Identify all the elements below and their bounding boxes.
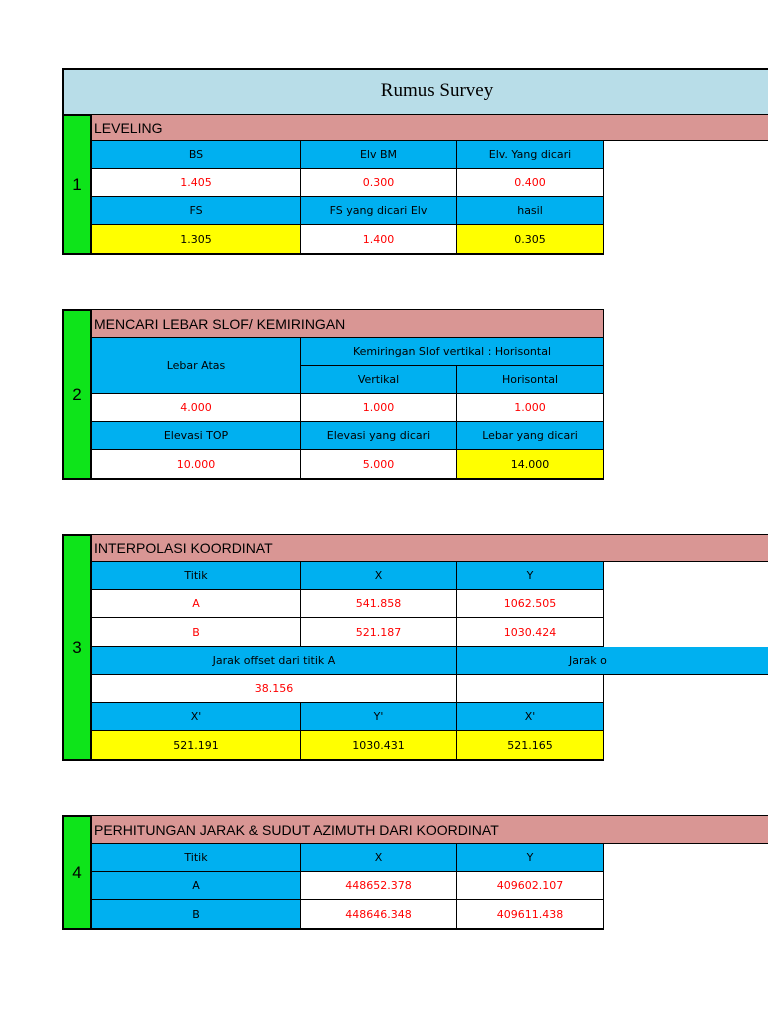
col-elv-dicari: Elv. Yang dicari	[457, 141, 604, 169]
value-lebar-atas[interactable]: 4.000	[92, 394, 301, 422]
titik-a-4: A	[92, 872, 301, 900]
section-title-interpolasi: INTERPOLASI KOORDINAT	[92, 534, 768, 562]
col-lebar-dicari: Lebar yang dicari	[457, 422, 604, 450]
value-horisontal[interactable]: 1.000	[457, 394, 604, 422]
section-number-2: 2	[62, 309, 92, 480]
col-lebar-atas: Lebar Atas	[92, 338, 301, 394]
page-title: Rumus Survey	[380, 80, 494, 101]
col-jarak-offset-b-label: Jarak o	[569, 654, 607, 667]
col-kemiringan: Kemiringan Slof vertikal : Horisontal	[301, 338, 604, 366]
col-jarak-offset-b	[457, 647, 768, 675]
section-number-3: 3	[62, 534, 92, 761]
col-x-prime-2: X'	[457, 703, 604, 731]
titik-a-4-y[interactable]: 409602.107	[457, 872, 604, 900]
result-x-prime[interactable]: 521.191	[92, 731, 301, 761]
value-elv-dicari[interactable]: 0.400	[457, 169, 604, 197]
result-lebar-dicari[interactable]: 14.000	[457, 450, 604, 480]
titik-a-4-x[interactable]: 448652.378	[301, 872, 457, 900]
titik-b-4: B	[92, 900, 301, 930]
col-elevasi-top: Elevasi TOP	[92, 422, 301, 450]
section-title-leveling: LEVELING	[92, 114, 768, 141]
result-y-prime[interactable]: 1030.431	[301, 731, 457, 761]
section-number-4: 4	[62, 815, 92, 930]
value-jarak-offset[interactable]: 38.156	[92, 675, 457, 703]
section-title-lebar-slof: MENCARI LEBAR SLOF/ KEMIRINGAN	[92, 309, 604, 338]
col-fs-dicari: FS yang dicari Elv	[301, 197, 457, 225]
col-vertikal: Vertikal	[301, 366, 457, 394]
col-hasil: hasil	[457, 197, 604, 225]
col-jarak-offset-a: Jarak offset dari titik A	[92, 647, 457, 675]
value-bs[interactable]: 1.405	[92, 169, 301, 197]
col-fs: FS	[92, 197, 301, 225]
col-x-4: X	[301, 844, 457, 872]
value-elevasi-dicari[interactable]: 5.000	[301, 450, 457, 480]
value-elevasi-top[interactable]: 10.000	[92, 450, 301, 480]
col-x-prime: X'	[92, 703, 301, 731]
col-y: Y	[457, 562, 604, 590]
value-elv-bm[interactable]: 0.300	[301, 169, 457, 197]
titik-b-x[interactable]: 521.187	[301, 618, 457, 647]
titik-a-x[interactable]: 541.858	[301, 590, 457, 618]
titik-b-4-x[interactable]: 448646.348	[301, 900, 457, 930]
col-titik: Titik	[92, 562, 301, 590]
titik-b-4-y[interactable]: 409611.438	[457, 900, 604, 930]
col-horisontal: Horisontal	[457, 366, 604, 394]
col-elevasi-dicari: Elevasi yang dicari	[301, 422, 457, 450]
result-hasil[interactable]: 0.305	[457, 225, 604, 255]
section-number-1: 1	[62, 114, 92, 255]
col-bs: BS	[92, 141, 301, 169]
titik-a[interactable]: A	[92, 590, 301, 618]
result-x-prime-2[interactable]: 521.165	[457, 731, 604, 761]
col-elv-bm: Elv BM	[301, 141, 457, 169]
section-title-perhitungan-jarak: PERHITUNGAN JARAK & SUDUT AZIMUTH DARI KOORDINAT	[92, 815, 768, 844]
col-y-prime: Y'	[301, 703, 457, 731]
result-fs[interactable]: 1.305	[92, 225, 301, 255]
value-vertikal[interactable]: 1.000	[301, 394, 457, 422]
titik-a-y[interactable]: 1062.505	[457, 590, 604, 618]
col-x: X	[301, 562, 457, 590]
titik-b[interactable]: B	[92, 618, 301, 647]
value-jarak-offset-b[interactable]	[457, 675, 604, 703]
col-titik-4: Titik	[92, 844, 301, 872]
col-y-4: Y	[457, 844, 604, 872]
value-fs-dicari[interactable]: 1.400	[301, 225, 457, 255]
titik-b-y[interactable]: 1030.424	[457, 618, 604, 647]
